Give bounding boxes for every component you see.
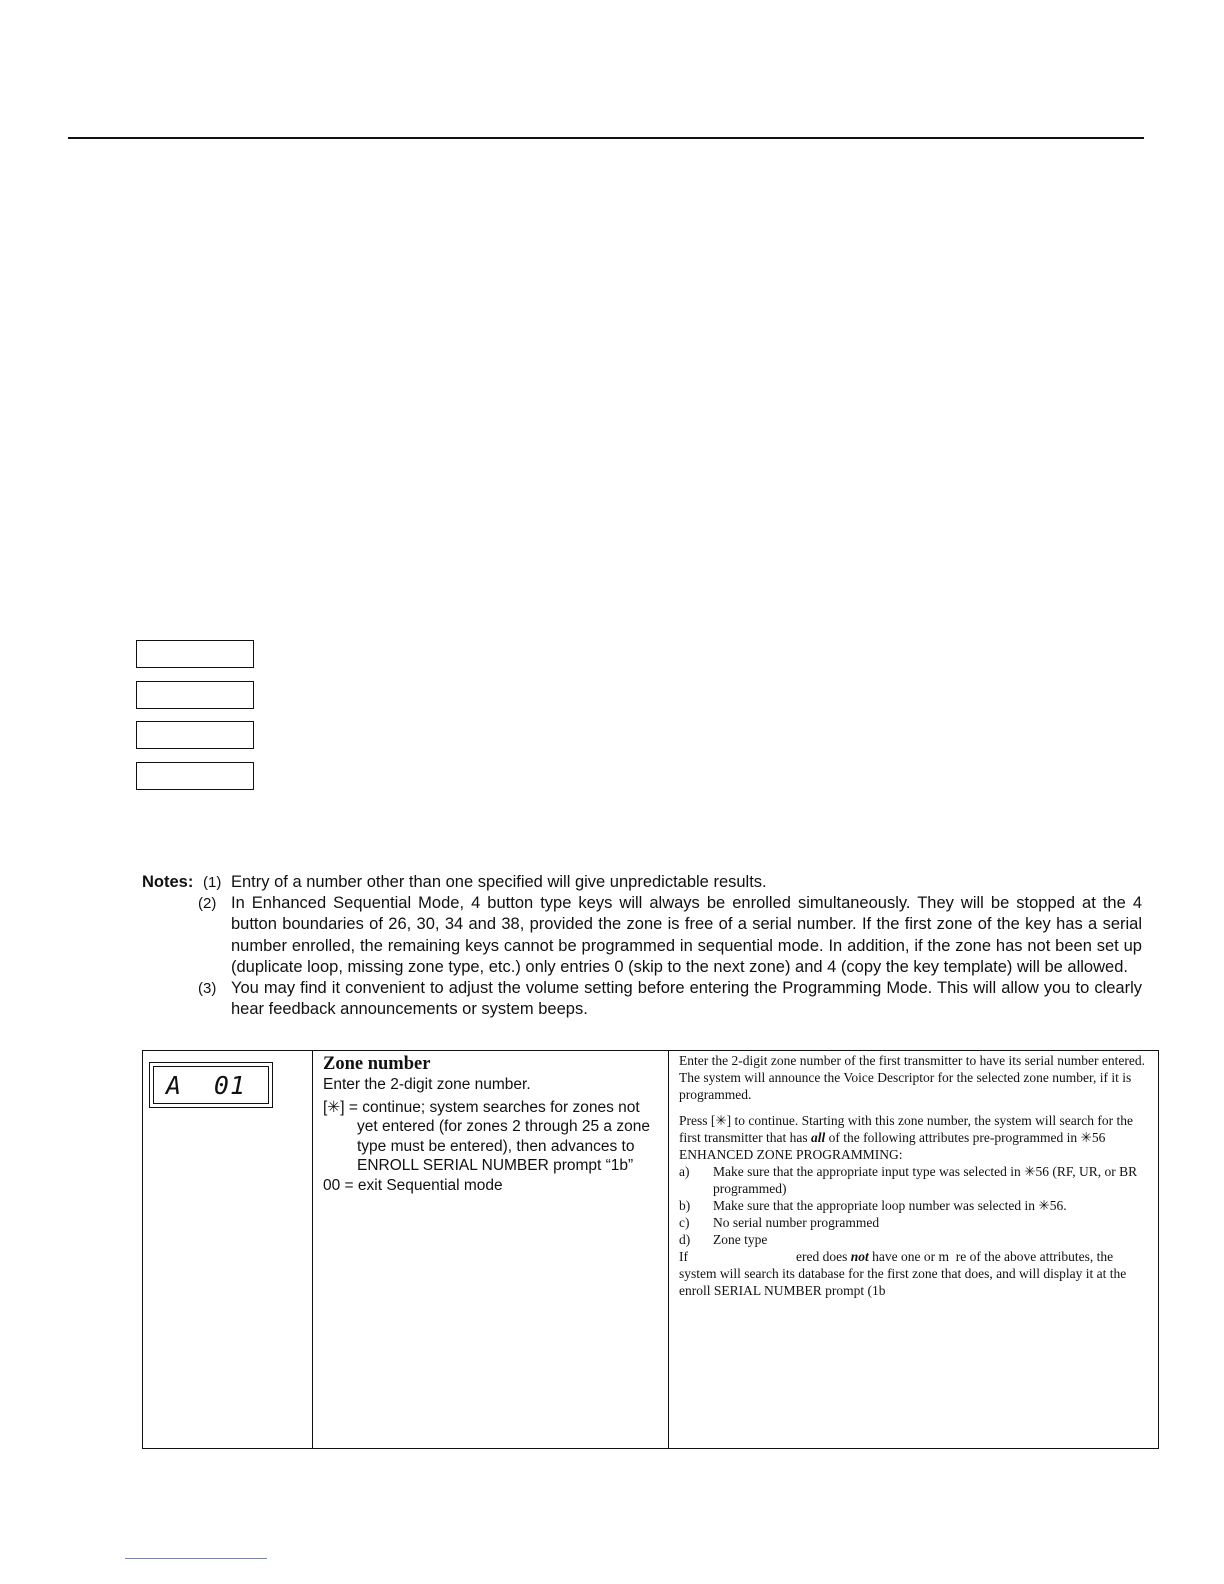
display-cell — [143, 1051, 313, 1449]
keypad-display — [149, 1062, 273, 1108]
explanation-paragraph-2: Press [✳] to continue. Starting with this zone number, the system will search for the first transmitter that has all of the following attributes pre-programmed in ✳56 ENHANCED ZONE PROGRAMMING: — [679, 1113, 1133, 1162]
note-3 — [142, 978, 1142, 1020]
display-left-char: A — [166, 1070, 183, 1100]
note-number: (2) — [198, 895, 217, 913]
display-right-chars: 01 — [213, 1070, 246, 1100]
attribute-item-d: d) Zone type — [679, 1232, 768, 1247]
empty-box-3 — [136, 721, 254, 749]
note-text: You may find it convenient to adjust the volume setting before entering the Programming Mode. This will allow you to clearly hear feedback announcements or system beeps. — [231, 979, 1142, 1019]
continue-option-line-4: ENROLL SERIAL NUMBER prompt “1b” — [357, 1157, 634, 1174]
top-rule — [68, 137, 1144, 139]
note-number: (3) — [198, 980, 217, 998]
exit-option: 00 = exit Sequential mode — [323, 1176, 503, 1194]
continue-option-line-1: [✳] = continue; system searches for zones not — [323, 1098, 640, 1116]
explanation-paragraph-3: If ered does not have one or m re of the above attributes, the system will search its database for the first zone that does, and will display it at the enroll SERIAL NUMBER prompt (1b — [679, 1249, 1130, 1298]
footer-link-underline — [125, 1558, 267, 1559]
prompt-instruction: Enter the 2-digit zone number. — [323, 1076, 531, 1093]
programming-table — [142, 1050, 1159, 1449]
continue-option-line-3: type must be entered), then advances to — [357, 1137, 635, 1155]
note-2 — [142, 893, 1142, 978]
explanation-cell — [669, 1051, 1159, 1449]
attribute-item-a: a) Make sure that the appropriate input type was selected in ✳56 (RF, UR, or BR programmed) — [679, 1164, 1138, 1196]
prompt-title: Zone number — [323, 1054, 431, 1074]
prompt-cell — [313, 1051, 669, 1449]
empty-box-1 — [136, 640, 254, 668]
note-number: (1) — [203, 874, 222, 891]
empty-box-2 — [136, 681, 254, 709]
note-text: Entry of a number other than one specified will give unpredictable results. — [231, 873, 767, 891]
continue-option-line-2: yet entered (for zones 2 through 25 a zone — [357, 1118, 650, 1135]
explanation-paragraph-1: Enter the 2-digit zone number of the first transmitter to have its serial number entered. The system will announce the Voice Descriptor for the selected zone number, if it is programmed. — [679, 1053, 1145, 1102]
note-text: In Enhanced Sequential Mode, 4 button type keys will always be enrolled simultaneously. They will be stopped at the 4 button boundaries of 26, 30, 34 and 38, provided the zone is free of a serial number. If the first zone of the key has a serial number enrolled, the remaining keys cannot be programmed in sequential mode. In addition, if the zone has not been set up (duplicate loop, missing zone type, etc.) only entries 0 (skip to the next zone) and 4 (copy the key template) will be allowed. — [231, 894, 1142, 976]
notes-label: Notes: — [142, 873, 194, 891]
empty-box-4 — [136, 762, 254, 790]
note-1 — [142, 872, 1142, 893]
notes-section — [142, 872, 1142, 1020]
attribute-item-b: b) Make sure that the appropriate loop number was selected in ✳56. — [679, 1198, 1067, 1213]
attribute-item-c: c) No serial number programmed — [679, 1215, 880, 1230]
